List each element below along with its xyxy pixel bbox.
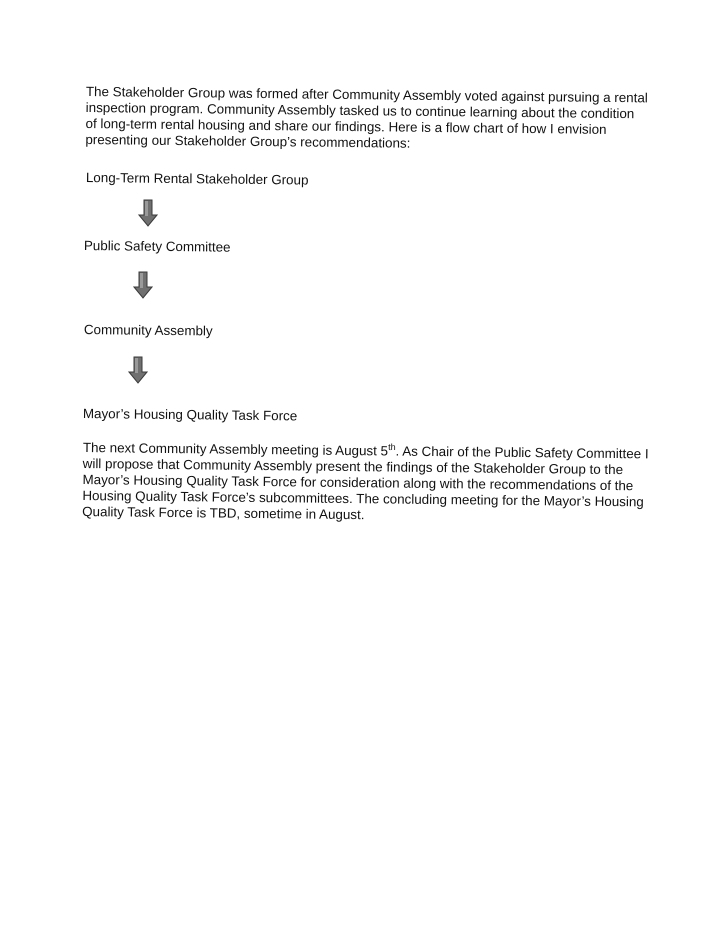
intro-line: presenting our Stakeholder Group’s recommendations:: [85, 131, 411, 151]
intro-paragraph: [85, 84, 646, 154]
closing-line: will propose that Community Assembly present the findings of the Stakeholder Group to the: [82, 455, 624, 478]
intro-line: of long-term rental housing and share our findings. Here is a flow chart of how I envision: [85, 115, 607, 137]
intro-line: The Stakeholder Group was formed after Community Assembly voted against pursuing a rental: [85, 84, 648, 106]
flow-step-community-assembly: Community Assembly: [83, 322, 213, 339]
closing-paragraph: [82, 440, 649, 526]
down-arrow-icon: [138, 199, 158, 227]
flow-step-public-safety-committee: Public Safety Committee: [83, 238, 231, 255]
intro-line: inspection program. Community Assembly tasked us to continue learning about the condition: [85, 99, 635, 122]
closing-line-text: . As Chair of the Public Safety Committee I: [395, 443, 649, 462]
flow-step-stakeholder-group: Long-Term Rental Stakeholder Group: [85, 170, 309, 188]
closing-line: Housing Quality Task Force’s subcommittees. The concluding meeting for the Mayor’s Housing: [82, 487, 644, 510]
flow-step-mayors-task-force: Mayor’s Housing Quality Task Force: [82, 406, 298, 424]
closing-line: Quality Task Force is TBD, sometime in August.: [82, 503, 365, 523]
closing-line-text: The next Community Assembly meeting is August 5: [82, 440, 389, 459]
down-arrow-icon: [133, 271, 153, 299]
down-arrow-icon: [128, 356, 148, 384]
ordinal-suffix: th: [388, 441, 396, 453]
closing-line: Mayor’s Housing Quality Task Force for consideration along with the recommendations of the: [82, 471, 634, 494]
